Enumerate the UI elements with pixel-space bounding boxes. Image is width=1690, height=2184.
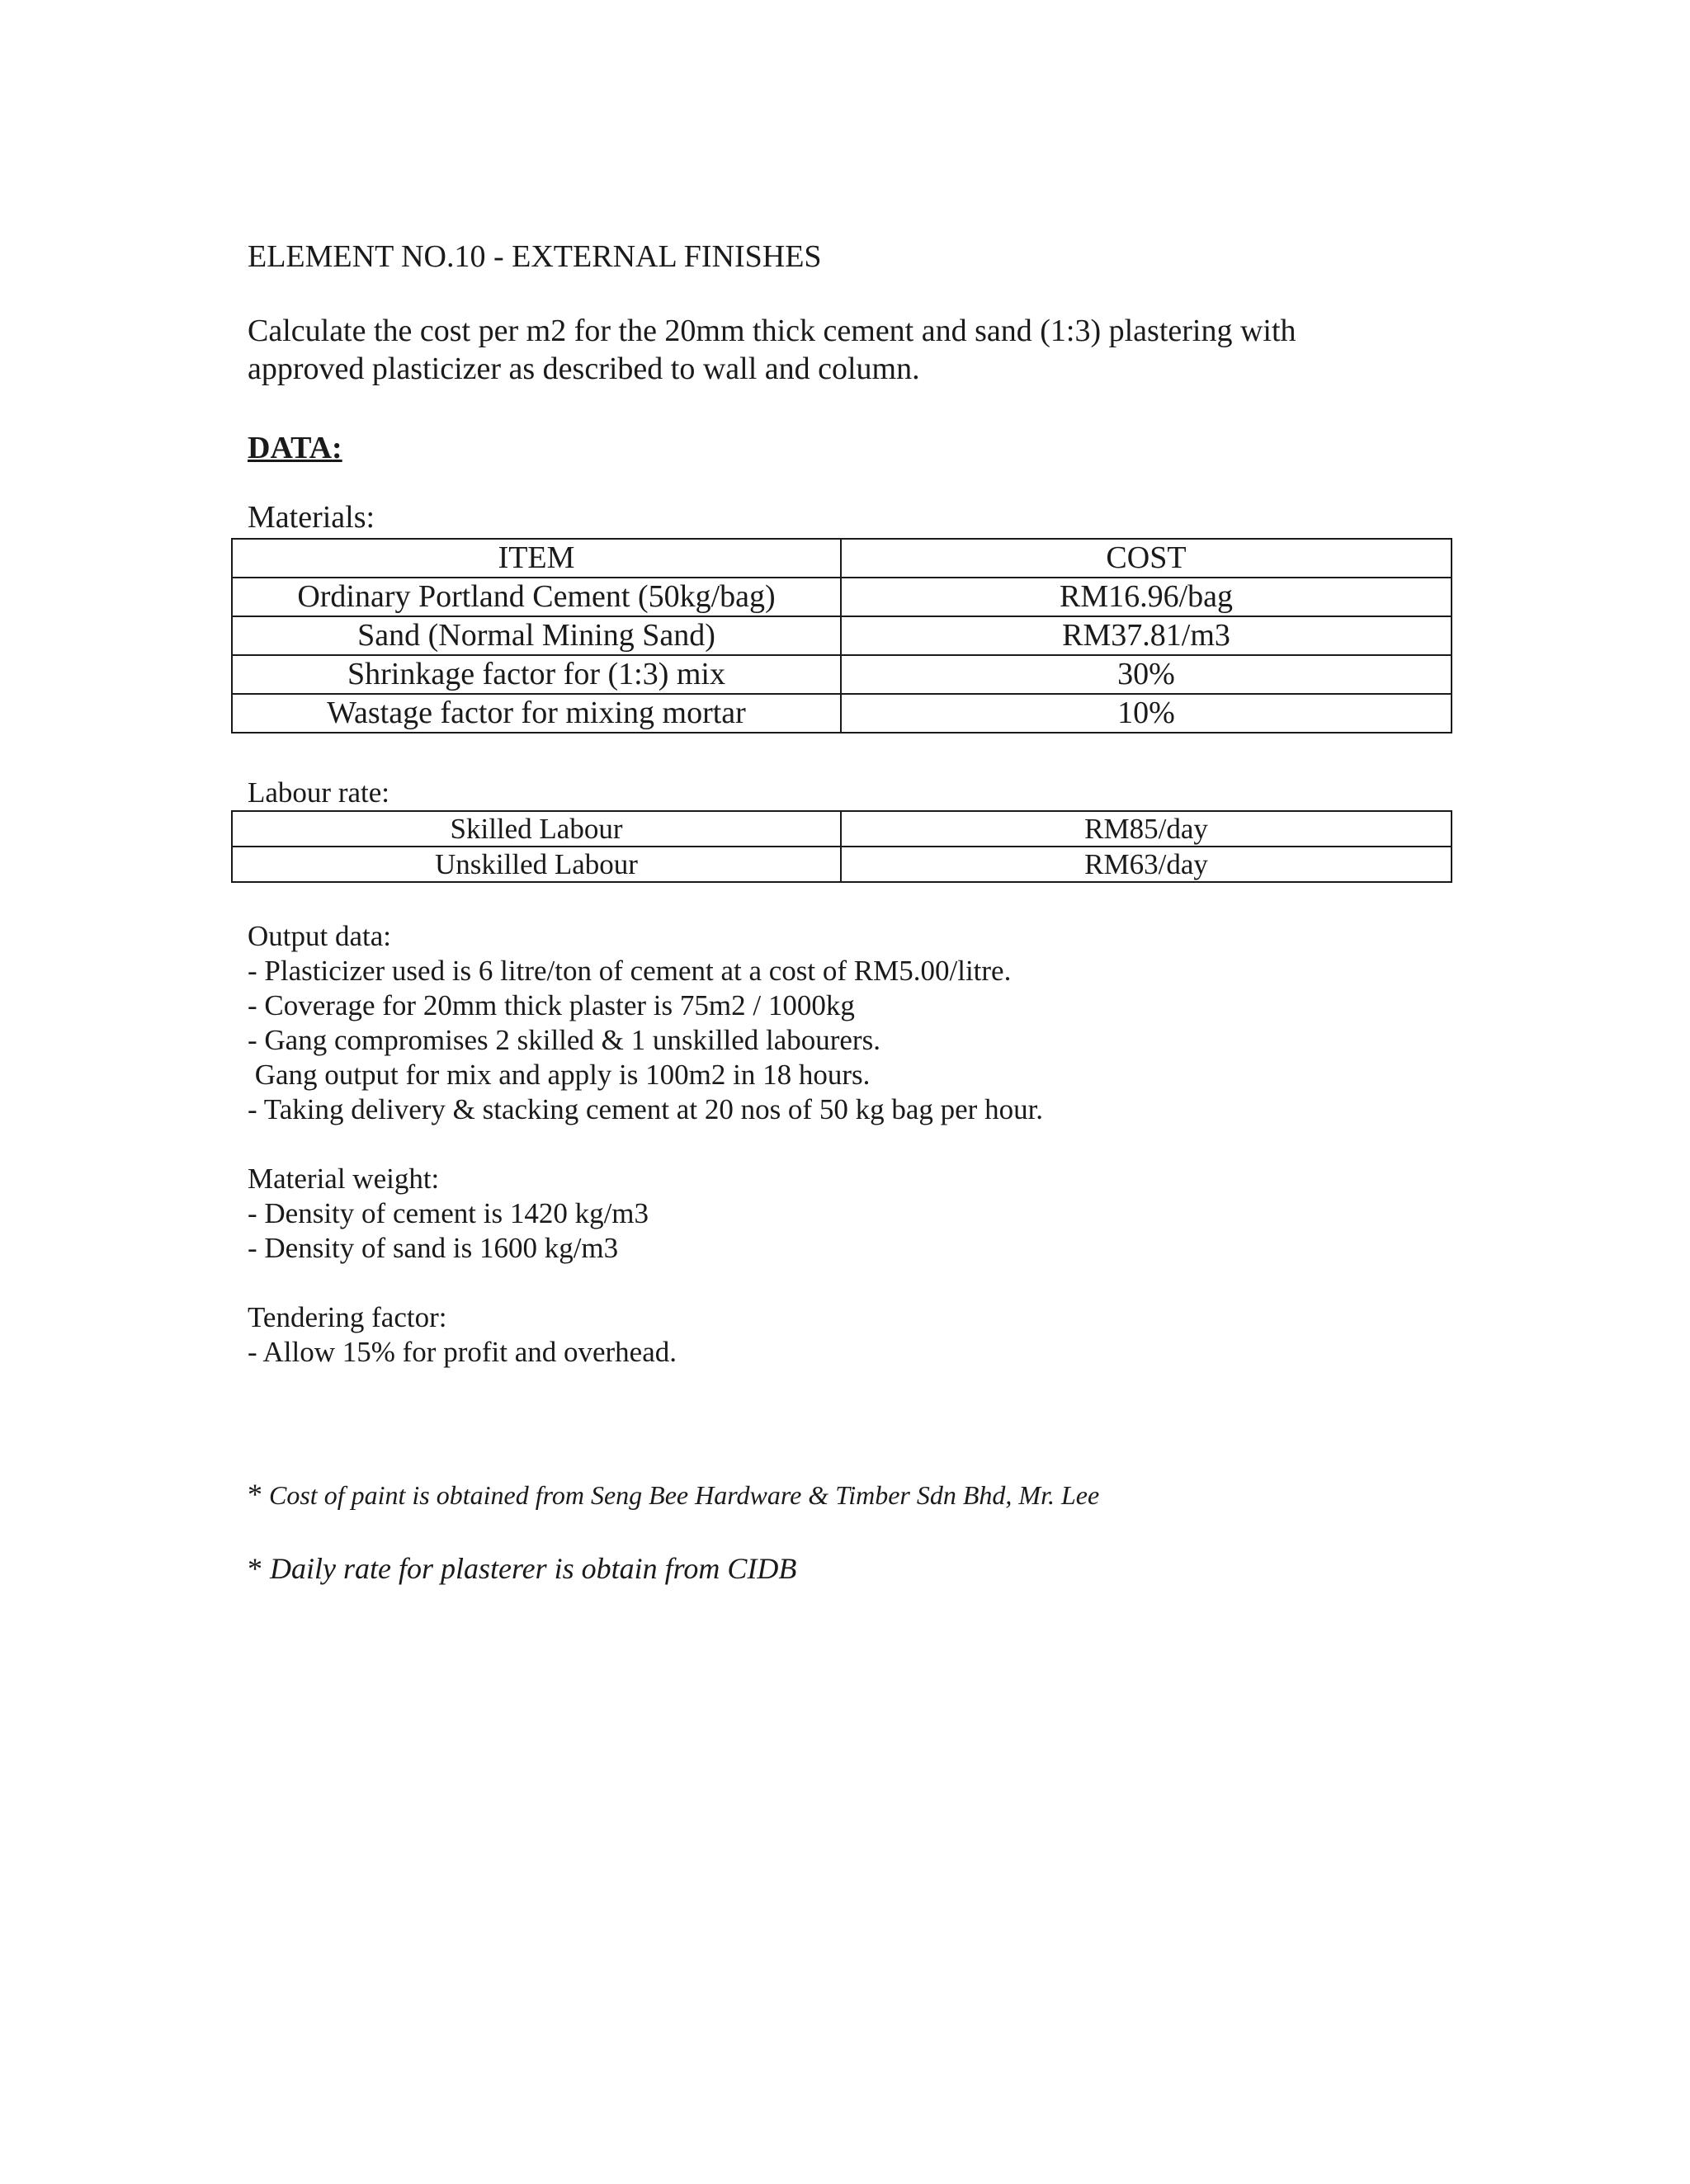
table-cell: Wastage factor for mixing mortar xyxy=(232,694,841,733)
table-header-cell: ITEM xyxy=(232,539,841,578)
list-item: - Gang compromises 2 skilled & 1 unskilled labourers. xyxy=(248,1024,880,1056)
section-label: Tendering factor: xyxy=(248,1301,447,1333)
table-cell: RM85/day xyxy=(841,811,1452,847)
list-item: - Allow 15% for profit and overhead. xyxy=(248,1336,677,1368)
tendering-section xyxy=(248,1300,677,1370)
table-cell: Unskilled Labour xyxy=(232,847,841,882)
table-row xyxy=(232,847,1452,882)
table-cell: Sand (Normal Mining Sand) xyxy=(232,616,841,655)
table-cell: Shrinkage factor for (1:3) mix xyxy=(232,655,841,694)
table-cell: 30% xyxy=(841,655,1452,694)
list-item: - Taking delivery & stacking cement at 20 nos of 50 kg bag per hour. xyxy=(248,1093,1044,1125)
table-cell: Skilled Labour xyxy=(232,811,841,847)
table-cell: RM16.96/bag xyxy=(841,578,1452,616)
output-data-section xyxy=(248,919,1043,1127)
table-cell: RM37.81/m3 xyxy=(841,616,1452,655)
table-row xyxy=(232,578,1452,616)
footnote xyxy=(248,1550,796,1587)
table-cell: RM63/day xyxy=(841,847,1452,882)
footnote-text: Cost of paint is obtained from Seng Bee Hardware & Timber Sdn Bhd, Mr. Lee xyxy=(269,1480,1100,1510)
intro-line: approved plasticizer as described to wall and column. xyxy=(248,351,920,386)
section-label: Material weight: xyxy=(248,1163,440,1195)
list-item: - Density of cement is 1420 kg/m3 xyxy=(248,1197,649,1229)
element-heading: ELEMENT NO.10 - EXTERNAL FINISHES xyxy=(248,239,822,274)
section-label: Output data: xyxy=(248,920,391,952)
data-title: DATA: xyxy=(248,431,342,465)
footnote-asterisk: * xyxy=(248,1552,262,1585)
table-cell: Ordinary Portland Cement (50kg/bag) xyxy=(232,578,841,616)
table-row xyxy=(232,694,1452,733)
footnote-asterisk: * xyxy=(248,1478,262,1511)
table-row xyxy=(232,616,1452,655)
intro-line: Calculate the cost per m2 for the 20mm thick cement and sand (1:3) plastering with xyxy=(248,314,1296,348)
labour-table xyxy=(231,810,1452,883)
intro-paragraph xyxy=(248,312,1485,388)
footnote xyxy=(248,1475,1099,1514)
list-item: - Density of sand is 1600 kg/m3 xyxy=(248,1232,619,1264)
materials-label: Materials: xyxy=(248,500,375,535)
table-header-cell: COST xyxy=(841,539,1452,578)
list-item: - Plasticizer used is 6 litre/ton of cement at a cost of RM5.00/litre. xyxy=(248,955,1012,987)
materials-table xyxy=(231,538,1452,734)
table-row xyxy=(232,811,1452,847)
material-weight-section xyxy=(248,1162,649,1266)
table-header-row xyxy=(232,539,1452,578)
list-item: Gang output for mix and apply is 100m2 in 18 hours. xyxy=(248,1059,871,1091)
table-row xyxy=(232,655,1452,694)
footnote-text: Daily rate for plasterer is obtain from CIDB xyxy=(270,1552,797,1585)
labour-label: Labour rate: xyxy=(248,776,389,809)
table-cell: 10% xyxy=(841,694,1452,733)
list-item: - Coverage for 20mm thick plaster is 75m2 / 1000kg xyxy=(248,989,855,1021)
